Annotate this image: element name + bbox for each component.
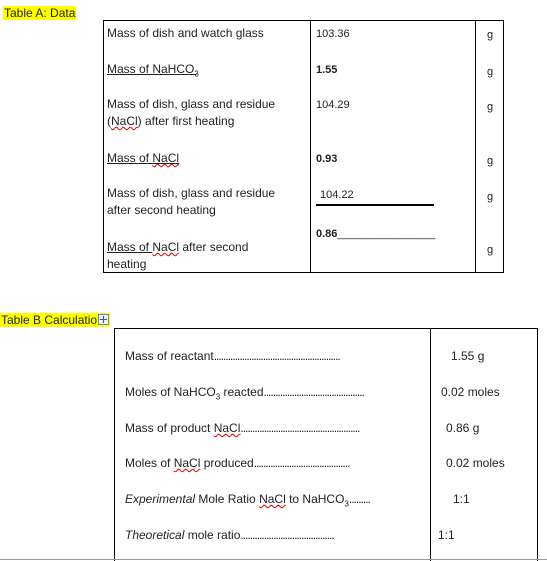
table-a-row-5-underline: [316, 204, 434, 206]
table-a-row-1-value: 103.36: [316, 28, 350, 40]
label-part: Mass of: [107, 240, 153, 254]
subscript: 3: [194, 69, 199, 79]
label-text: Mass of NaHCO: [107, 62, 195, 76]
value-text: 0.86: [316, 228, 338, 240]
leader-dots: ...................................................: [240, 421, 360, 435]
label-part: NaCl: [259, 492, 286, 506]
table-a-row-2-label: [107, 61, 199, 82]
table-b-row-6-label: [125, 527, 334, 543]
label-line-2: [107, 113, 275, 130]
table-a-row-1-unit: g: [487, 29, 494, 41]
page-bottom-edge: [0, 559, 547, 560]
subscript: 3: [215, 392, 221, 402]
table-b-row-2-label: [125, 384, 364, 405]
label-line-2: heating: [107, 257, 147, 271]
table-a-row-6-unit: g: [487, 244, 494, 256]
label-part: Mass of reactant: [125, 349, 214, 363]
table-a-row-5-value: 104.22: [320, 189, 354, 201]
leader-dots: ......................................................: [213, 349, 340, 363]
label-part: NaCl: [213, 421, 241, 435]
label-part: produced: [200, 456, 254, 470]
table-a-row-3-unit: g: [487, 101, 494, 113]
label-part: NaCl: [173, 456, 201, 470]
label-part: NaCl: [152, 240, 180, 254]
leader-dots: ........................................: [240, 528, 334, 542]
label-line-1: Mass of dish, glass and residue: [107, 186, 276, 200]
table-a-row-6-value: [316, 227, 435, 241]
table-a-row-1-label: Mass of dish and watch glass: [107, 26, 264, 40]
table-a-row-3-value: 104.29: [316, 99, 350, 111]
table-b-row-3-label: [125, 420, 359, 436]
table-b: [114, 328, 538, 561]
label-part: Moles of NaHCO: [125, 385, 216, 399]
label-part: Mass of product: [125, 421, 214, 435]
label-part: Mass of: [107, 151, 153, 165]
leader-dots: ...........................................: [263, 385, 364, 399]
table-a-row-5-label: [107, 185, 275, 219]
label-part: NaCl: [111, 114, 138, 128]
label-part: (: [107, 114, 111, 128]
table-a-row-4-label: [107, 150, 179, 167]
leader-dots: .........................................: [253, 456, 350, 470]
table-a-column-divider: [310, 21, 311, 272]
table-a-row-6-label: [107, 239, 248, 273]
label-italic: Experimental: [125, 492, 196, 506]
label-part: reacted: [220, 385, 264, 399]
table-b-row-1-value: 1.55 g: [451, 349, 485, 363]
table-b-column-divider: [430, 329, 431, 561]
label-part: mole ratio: [184, 528, 241, 542]
table-a-row-5-unit: g: [487, 191, 494, 203]
table-b-row-4-label: [125, 455, 349, 471]
table-a-row-2-unit: g: [487, 66, 494, 78]
table-b-row-1-label: [125, 348, 340, 364]
table-b-row-5-value: 1:1: [453, 492, 470, 506]
table-b-row-6-value: 1:1: [438, 528, 455, 542]
table-a: [103, 20, 504, 273]
table-a-caption: Table A: Data: [4, 6, 76, 20]
move-handle-icon[interactable]: [98, 314, 109, 325]
table-b-row-3-value: 0.86 g: [446, 421, 480, 435]
value-blank: ________________: [337, 228, 436, 240]
table-a-row-3-label: [107, 96, 275, 130]
caption-text: Table B Calculatio: [1, 313, 98, 327]
table-a-unit-divider: [475, 21, 476, 272]
label-part: after second: [179, 240, 249, 254]
label-part: ) after first heating: [137, 114, 235, 128]
table-a-row-4-unit: g: [487, 155, 494, 167]
label-line-1: [107, 239, 248, 256]
table-b-caption: [0, 313, 110, 327]
table-a-row-4-value: 0.93: [316, 153, 338, 165]
table-b-row-5-label: [125, 491, 370, 512]
label-part: NaCl: [152, 151, 180, 165]
table-a-row-2-value: 1.55: [316, 64, 338, 76]
label-line-1: Mass of dish, glass and residue: [107, 97, 276, 111]
label-part: Mole Ratio: [195, 492, 260, 506]
label-line-2: after second heating: [107, 203, 216, 217]
label-italic: Theoretical: [125, 528, 185, 542]
subscript: 3: [344, 499, 349, 509]
table-b-row-4-value: 0.02 moles: [446, 456, 505, 470]
label-part: to NaHCO: [285, 492, 345, 506]
table-b-row-2-value: 0.02 moles: [441, 385, 500, 399]
label-part: Moles of: [125, 456, 174, 470]
leader-dots: .........: [348, 492, 370, 506]
